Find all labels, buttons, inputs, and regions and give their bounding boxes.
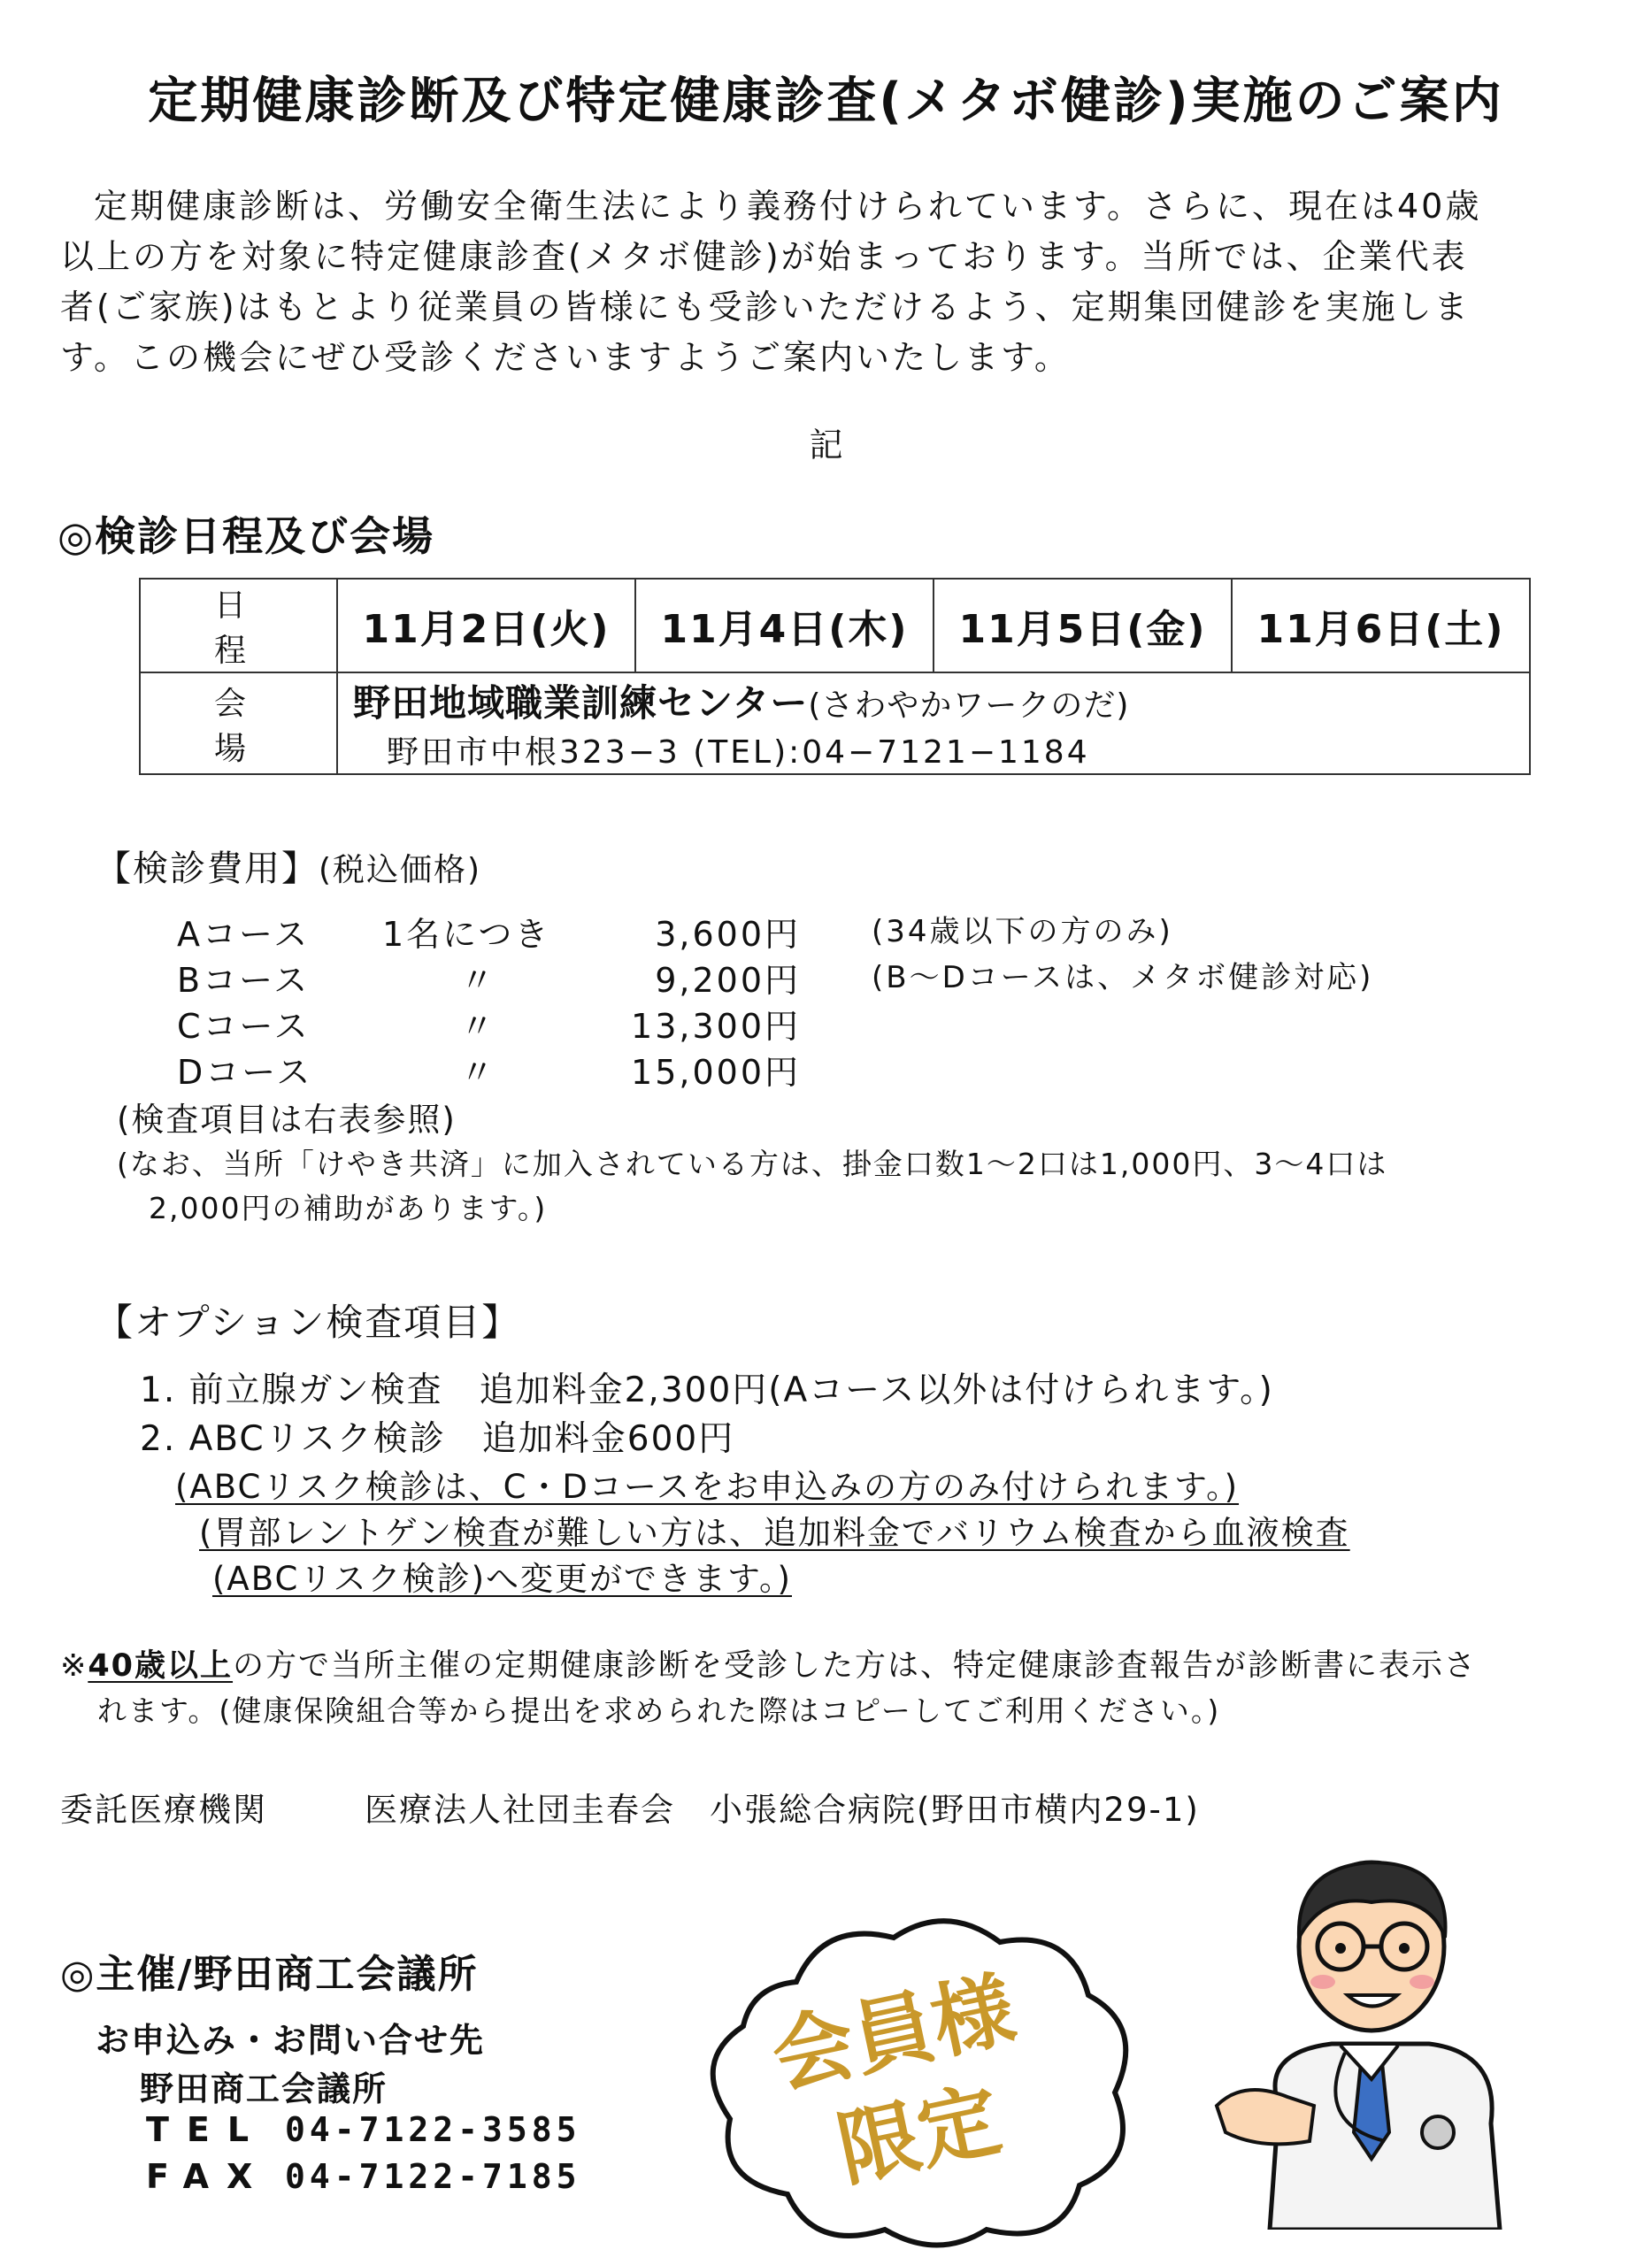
date-cell: 11月2日(火) xyxy=(337,579,635,672)
intro-line: 以上の方を対象に特定健康診査(メタボ健診)が始まっております。当所では、企業代表 xyxy=(60,237,1468,276)
remark-text: の方で当所主催の定期健康診断を受診した方は、特定健康診査報告が診断書に表示さ xyxy=(233,1648,1478,1684)
fee-course: Bコース xyxy=(177,961,311,1000)
stamp-line: 会員様 xyxy=(764,1962,1023,2106)
option-note: (ABCリスク検診は、C・Dコースをお申込みの方のみ付けられます。) xyxy=(175,1468,1240,1506)
fee-unit: 1名につき xyxy=(382,915,551,954)
fee-price: 3,600円 xyxy=(655,915,801,954)
remark-line xyxy=(60,1641,1477,1685)
intro-line: 者(ご家族)はもとより従業員の皆様にも受診いただけるよう、定期集団健診を実施しま xyxy=(60,288,1471,326)
remark-prefix: ※ xyxy=(60,1648,88,1684)
option-item: 2. ABCリスク検診 追加料金600円 xyxy=(140,1419,735,1459)
venue-title xyxy=(339,674,1528,727)
date-cell: 11月6日(土) xyxy=(1232,579,1530,672)
fee-note: (34歳以下の方のみ) xyxy=(872,914,1173,949)
page-title: 定期健康診断及び特定健康診査(メタボ健診)実施のご案内 xyxy=(148,73,1504,130)
date-cell: 11月5日(金) xyxy=(934,579,1232,672)
options-heading: 【オプション検査項目】 xyxy=(96,1301,521,1344)
fees-heading xyxy=(96,841,481,891)
fee-course: Dコース xyxy=(177,1053,313,1092)
subsidy-note-line: 2,000円の補助があります。) xyxy=(149,1191,548,1225)
date-label: 日程 xyxy=(140,579,337,672)
organizer-heading: ◎主催/野田商工会議所 xyxy=(60,1952,479,1997)
ki-mark: 記 xyxy=(809,426,843,465)
venue-subname: (さわやかワークのだ) xyxy=(808,687,1130,724)
fees-title: 【検診費用】 xyxy=(96,848,319,889)
schedule-table xyxy=(139,578,1531,775)
fee-unit: 〃 xyxy=(460,1053,497,1092)
fee-note: (B〜Dコースは、メタボ健診対応) xyxy=(872,960,1374,995)
fee-course: Aコース xyxy=(177,915,311,954)
doctor-illustration xyxy=(1208,1840,1535,2230)
fees-ref-note: (検査項目は右表参照) xyxy=(117,1101,457,1139)
tel-number: 04-7122-3585 xyxy=(285,2110,581,2149)
remark-line: れます。(健康保険組合等から提出を求められた際はコピーしてご利用ください。) xyxy=(97,1693,1221,1728)
institution-label: 委託医療機関 xyxy=(60,1791,267,1829)
venue-cell xyxy=(337,672,1530,774)
intro-paragraph xyxy=(60,181,1600,383)
contact-label: お申込み・お問い合せ先 xyxy=(96,2021,486,2060)
stamp-line: 限定 xyxy=(829,2071,1009,2199)
contact-org: 野田商工会議所 xyxy=(140,2069,388,2108)
fax-number: 04-7122-7185 xyxy=(285,2157,581,2196)
fee-course: Cコース xyxy=(177,1007,311,1046)
venue-row xyxy=(140,672,1530,774)
intro-line: 定期健康診断は、労働安全衛生法により義務付けられています。さらに、現在は40歳 xyxy=(94,187,1482,226)
option-note: (ABCリスク検診)へ変更ができます。) xyxy=(212,1560,792,1598)
intro-line: す。この機会にぜひ受診くださいますようご案内いたします。 xyxy=(60,338,1071,377)
fees-subtitle: (税込価格) xyxy=(319,852,482,888)
fee-price: 9,200円 xyxy=(655,961,801,1000)
option-note: (胃部レントゲン検査が難しい方は、追加料金でバリウム検査から血液検査 xyxy=(199,1514,1350,1552)
fee-unit: 〃 xyxy=(460,961,497,1000)
schedule-heading: ◎検診日程及び会場 xyxy=(58,512,435,560)
fee-price: 15,000円 xyxy=(631,1053,801,1092)
fee-price: 13,300円 xyxy=(631,1007,801,1046)
fax-label: FAX xyxy=(146,2157,271,2196)
date-cell: 11月4日(木) xyxy=(635,579,934,672)
fee-unit: 〃 xyxy=(460,1007,497,1046)
venue-name: 野田地域職業訓練センター xyxy=(353,681,809,725)
date-row xyxy=(140,579,1530,672)
venue-address: 野田市中根323−3 (TEL):04−7121−1184 xyxy=(387,734,1090,771)
venue-label: 会場 xyxy=(140,672,337,774)
tel-label: TEL xyxy=(146,2110,267,2149)
option-item: 1. 前立腺ガン検査 追加料金2,300円(Aコース以外は付けられます。) xyxy=(140,1371,1274,1410)
subsidy-note-line: (なお、当所「けやき共済」に加入されている方は、掛金口数1〜2口は1,000円、3〜4口は xyxy=(117,1147,1388,1181)
institution-name: 医療法人社団圭春会 小張総合病院(野田市横内29-1) xyxy=(365,1791,1200,1829)
remark-emphasis: 40歳以上 xyxy=(88,1648,234,1684)
